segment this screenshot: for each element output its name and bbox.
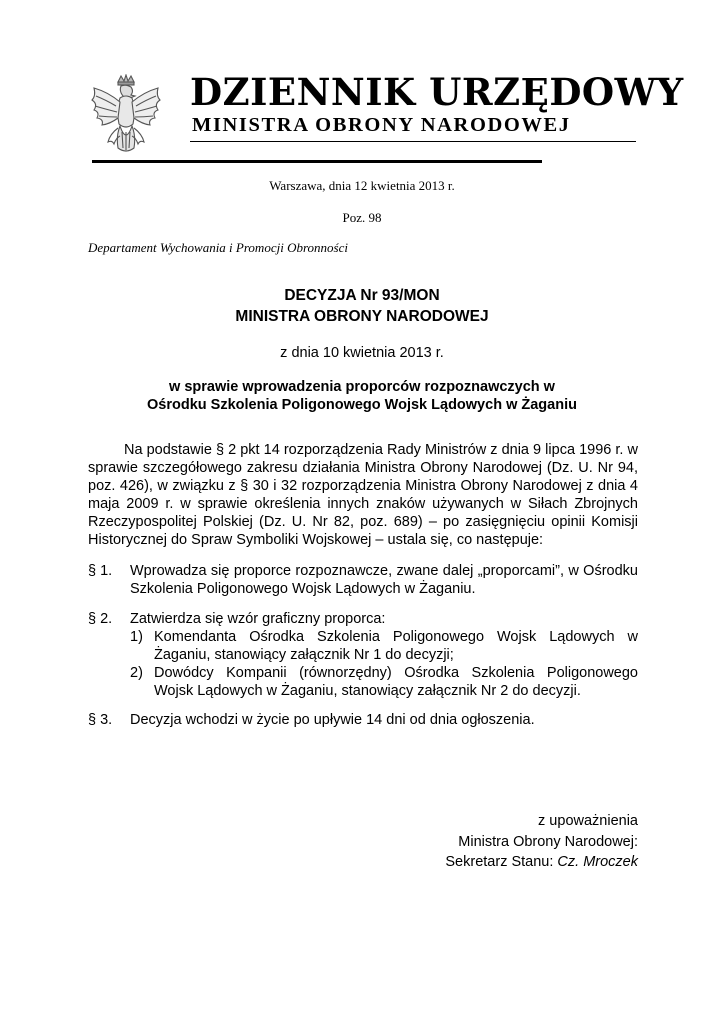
masthead-title: DZIENNIK URZĘDOWY: [190, 70, 684, 114]
list-item-text: Komendanta Ośrodka Szkolenia Poligonowego Wojsk Lądowych w Żaganiu, stanowiący załącznik Nr 1 do decyzji;: [154, 629, 638, 663]
paragraph-number: § 2.: [88, 611, 113, 627]
polish-eagle-emblem-icon: [88, 74, 164, 160]
paragraph-text: Zatwierdza się wzór graficzny proporca:: [130, 611, 386, 627]
place-date: Warszawa, dnia 12 kwietnia 2013 r.: [269, 178, 455, 193]
signature-line3: [338, 852, 638, 873]
list-item: [130, 628, 638, 664]
list-item: [130, 664, 638, 700]
masthead-subtitle: MINISTRA OBRONY NARODOWEJ: [192, 114, 571, 136]
paragraph-text: Decyzja wchodzi w życie po upływie 14 dni od dnia ogłoszenia.: [130, 712, 535, 728]
masthead-divider-thin: [190, 141, 636, 142]
signature-line1: z upoważnienia: [538, 813, 638, 829]
decision-subject: [0, 378, 724, 414]
decision-subject-line2: Ośrodku Szkolenia Poligonowego Wojsk Lądowych w Żaganiu: [147, 397, 577, 413]
paragraph-body: [130, 610, 638, 700]
list-item-text: Dowódcy Kompanii (równorzędny) Ośrodka Szkolenia Poligonowego Wojsk Lądowych w Żaganiu, stanowiący załącznik Nr 2 do decyzji.: [154, 665, 638, 699]
decision-title-line2: MINISTRA OBRONY NARODOWEJ: [235, 308, 489, 325]
position-number: Poz. 98: [342, 210, 382, 225]
signer-role: Sekretarz Stanu:: [445, 854, 558, 870]
paragraph-number: § 1.: [88, 563, 113, 579]
department-name: Departament Wychowania i Promocji Obronności: [88, 240, 348, 255]
list-item-number: 1): [130, 629, 143, 645]
decision-date: z dnia 10 kwietnia 2013 r.: [280, 345, 444, 361]
signature-line2: Ministra Obrony Narodowej:: [458, 833, 638, 850]
signature-block: [338, 811, 638, 873]
signer-name: Cz. Mroczek: [557, 854, 638, 870]
masthead-divider-thick: [92, 160, 542, 163]
decision-subject-line1: w sprawie wprowadzenia proporców rozpoznawczych w: [169, 379, 555, 395]
decision-title-line1: DECYZJA Nr 93/MON: [284, 287, 440, 304]
paragraph-number: § 3.: [88, 712, 113, 728]
list-item-number: 2): [130, 665, 143, 681]
preamble-text: Na podstawie § 2 pkt 14 rozporządzenia Rady Ministrów z dnia 9 lipca 1996 r. w sprawie szczegółowego zakresu działania Ministra Obrony Narodowej (Dz. U. Nr 94, poz. 426), w związku z § 30 i 32 rozporządzenia Ministra Obrony Narodowej z dnia 4 maja 2009 r. w sprawie określenia innych znaków używanych w Siłach Zbrojnych Rzeczypospolitej Polskiej (Dz. U. Nr 82, poz. 689) – po zasięgnięciu opinii Komisji Historycznej do Spraw Symboliki Wojskowej – ustala się, co następuje:: [88, 442, 638, 548]
decision-title: [0, 285, 724, 327]
paragraph-text: Wprowadza się proporce rozpoznawcze, zwane dalej „proporcami”, w Ośrodku Szkolenia Poligonowego Wojsk Lądowych w Żaganiu.: [130, 563, 638, 597]
